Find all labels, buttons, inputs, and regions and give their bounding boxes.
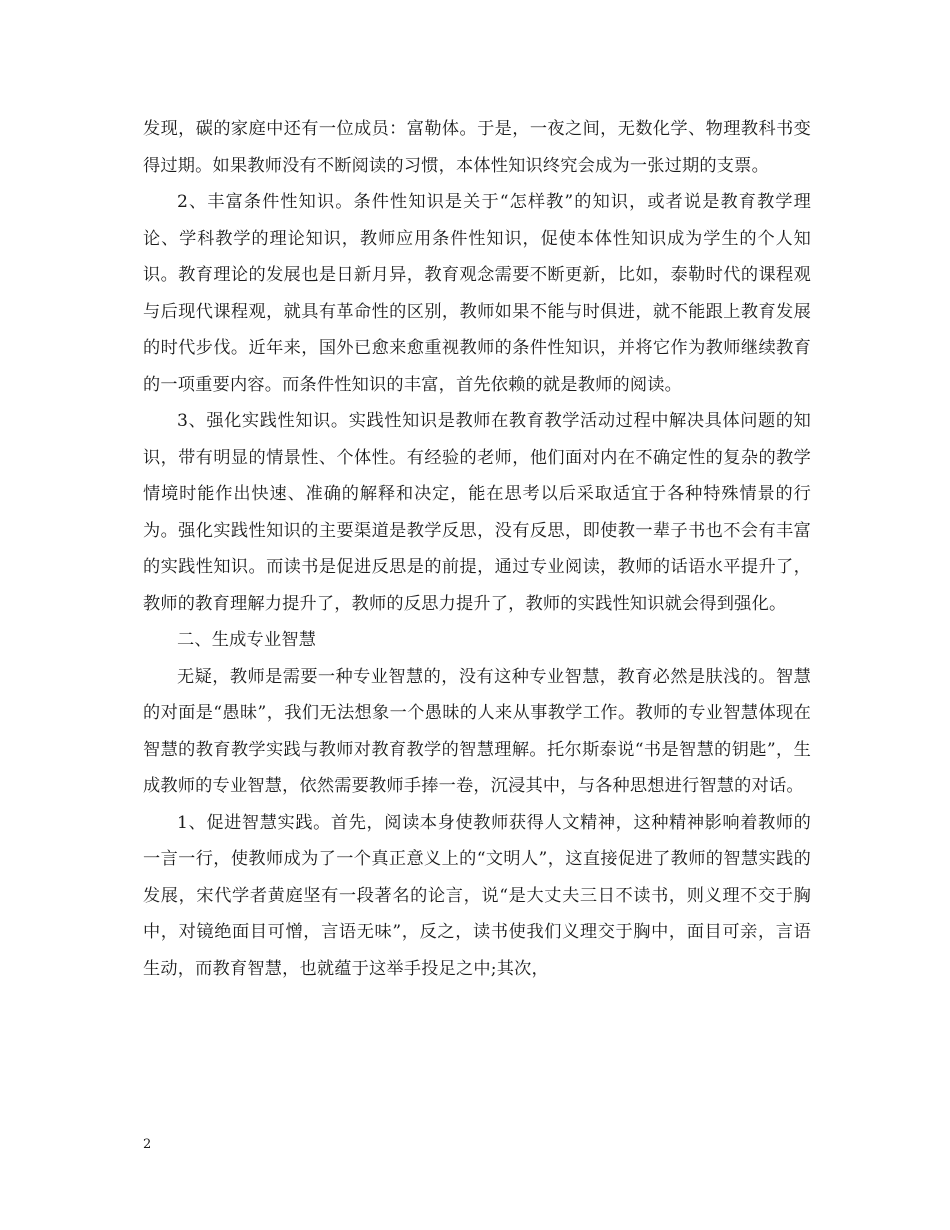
paragraph-wisdom-intro: 无疑，教师是需要一种专业智慧的，没有这种专业智慧，教育必然是肤浅的。智慧的对面是“愚昧”，我们无法想象一个愚昧的人来从事教学工作。教师的专业智慧体现在智慧的教育教学实践与教师对教育教学的智慧理解。托尔斯泰说“书是智慧的钥匙”，生成教师的专业智慧，依然需要教师手捧一卷，沉浸其中，与各种思想进行智慧的对话。: [143, 666, 811, 796]
document-body: [143, 111, 811, 987]
paragraph-practical-knowledge: 3、强化实践性知识。实践性知识是教师在教育教学活动过程中解决具体问题的知识，带有明显的情景性、个体性。有经验的老师，他们面对内在不确定性的复杂的教学情境时能作出快速、准确的解释和决定，能在思考以后采取适宜于各种特殊情景的行为。强化实践性知识的主要渠道是教学反思，没有反思，即使教一辈子书也不会有丰富的实践性知识。而读书是促进反思是的前提，通过专业阅读，教师的话语水平提升了，教师的教育理解力提升了，教师的反思力提升了，教师的实践性知识就会得到强化。: [143, 411, 811, 614]
paragraph-conditional-knowledge: 2、丰富条件性知识。条件性知识是关于“怎样教”的知识，或者说是教育教学理论、学科教学的理论知识，教师应用条件性知识，促使本体性知识成为学生的个人知识。教育理论的发展也是日新月异，教育观念需要不断更新，比如，泰勒时代的课程观与后现代课程观，就具有革命性的区别，教师如果不能与时俱进，就不能跟上教育发展的时代步伐。近年来，国外已愈来愈重视教师的条件性知识，并将它作为教师继续教育的一项重要内容。而条件性知识的丰富，首先依赖的就是教师的阅读。: [143, 192, 811, 395]
page-number: 2: [143, 1137, 152, 1152]
section-heading-professional-wisdom: 二、生成专业智慧: [177, 630, 317, 650]
paragraph-wisdom-practice: 1、促进智慧实践。首先，阅读本身使教师获得人文精神，这种精神影响着教师的一言一行，使教师成为了一个真正意义上的“文明人”，这直接促进了教师的智慧实践的发展，宋代学者黄庭坚有一段著名的论言，说“是大丈夫三日不读书，则义理不交于胸中，对镜绝面目可憎，言语无味”，反之，读书使我们义理交于胸中，面目可亲，言语生动，而教育智慧，也就蕴于这举手投足之中;其次，: [143, 812, 811, 979]
paragraph-continuation: 发现，碳的家庭中还有一位成员：富勒体。于是，一夜之间，无数化学、物理教科书变得过期。如果教师没有不断阅读的习惯，本体性知识终究会成为一张过期的支票。: [143, 119, 811, 176]
